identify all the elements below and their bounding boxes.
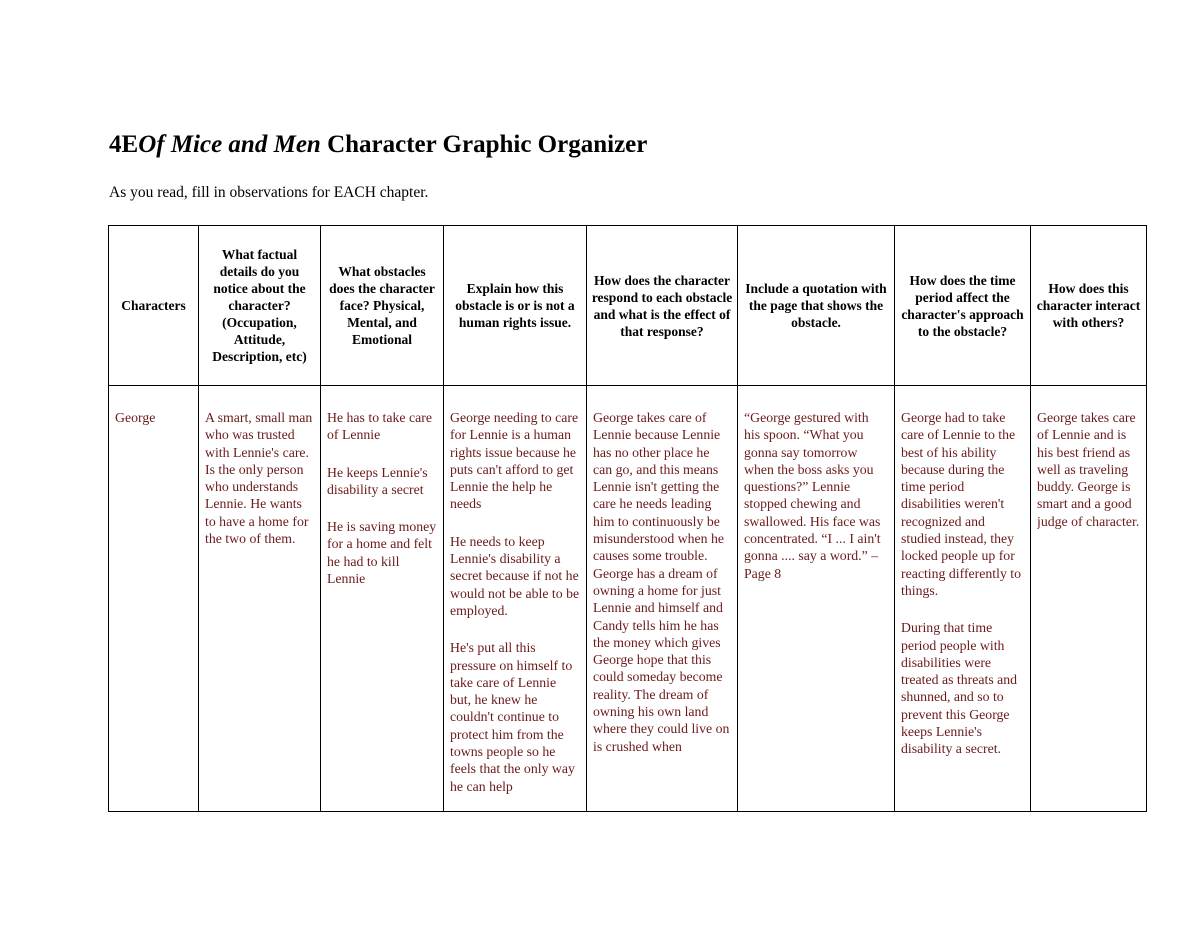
obstacles-cell (321, 386, 444, 812)
header-time-period: How does the time period affect the character's approach to the obstacle? (895, 226, 1031, 386)
header-human-rights: Explain how this obstacle is or is not a human rights issue. (444, 226, 587, 386)
title-prefix: 4E (109, 131, 139, 158)
factual-details-text: A smart, small man who was trusted with Lennie's care. Is the only person who understands Lennie. He wants to have a home for the two of them. (205, 410, 313, 547)
response-cell (587, 386, 738, 812)
table-row (109, 386, 1147, 812)
character-name-cell (109, 386, 199, 812)
character-name: George (115, 410, 156, 425)
page-title (109, 131, 647, 159)
header-obstacles: What obstacles does the character face? Physical, Mental, and Emotional (321, 226, 444, 386)
interaction-text: George takes care of Lennie and is his best friend as well as traveling buddy. George is smart and a good judge of character. (1037, 410, 1140, 529)
header-factual-details: What factual details do you notice about the character? (Occupation, Attitude, Description, etc) (199, 226, 321, 386)
quotation-cell (738, 386, 895, 812)
character-organizer-table (108, 225, 1147, 812)
time-period-text: During that time period people with disabilities were treated as threats and shunned, and so to prevent this George keeps Lennie's disability a secret. (901, 620, 1018, 757)
header-quotation: Include a quotation with the page that shows the obstacle. (738, 226, 895, 386)
human-rights-text: George needing to care for Lennie is a human rights issue because he puts can't afford to get Lennie the help he needs (450, 410, 579, 512)
human-rights-text: He's put all this pressure on himself to take care of Lennie but, he knew he couldn't continue to protect him from the towns people so he feels that the only way he can help (450, 640, 575, 794)
interaction-cell (1031, 386, 1147, 812)
instructions: As you read, fill in observations for EACH chapter. (109, 184, 429, 201)
human-rights-text: He needs to keep Lennie's disability a secret because if not he would not be able to be employed. (450, 533, 580, 618)
time-period-cell (895, 386, 1031, 812)
obstacle-text: He has to take care of Lennie (327, 410, 432, 443)
header-response: How does the character respond to each obstacle and what is the effect of that response? (587, 226, 738, 386)
header-row (109, 226, 1147, 386)
time-period-text: George had to take care of Lennie to the best of his ability because during the time period disabilities weren't recognized and studied instead, they locked people up for reacting differently to things. (901, 410, 1022, 598)
human-rights-cell (444, 386, 587, 812)
title-book-name: Of Mice and Men (138, 131, 321, 158)
obstacle-text: He is saving money for a home and felt he had to kill Lennie (327, 519, 437, 587)
quotation-text: “George gestured with his spoon. “What you gonna say tomorrow when the boss asks you questions?” Lennie stopped chewing and swallowed. His face was concentrated. “I ... I ain't gonna .... say a word.” – Page 8 (744, 410, 881, 581)
header-characters: Characters (109, 226, 199, 386)
title-rest: Character Graphic Organizer (320, 131, 648, 158)
response-text: George takes care of Lennie because Lennie has no other place he can go, and this means Lennie isn't getting the care he needs leading him to continuously be misunderstood when he causes some trouble. George has a dream of owning a home for just Lennie and himself and Candy tells him he has the money which gives George hope that this could someday become reality. The dream of owning his own land where they could live on is crushed when (593, 410, 730, 754)
header-interaction: How does this character interact with others? (1031, 226, 1147, 386)
factual-details-cell (199, 386, 321, 812)
obstacle-text: He keeps Lennie's disability a secret (327, 464, 428, 497)
